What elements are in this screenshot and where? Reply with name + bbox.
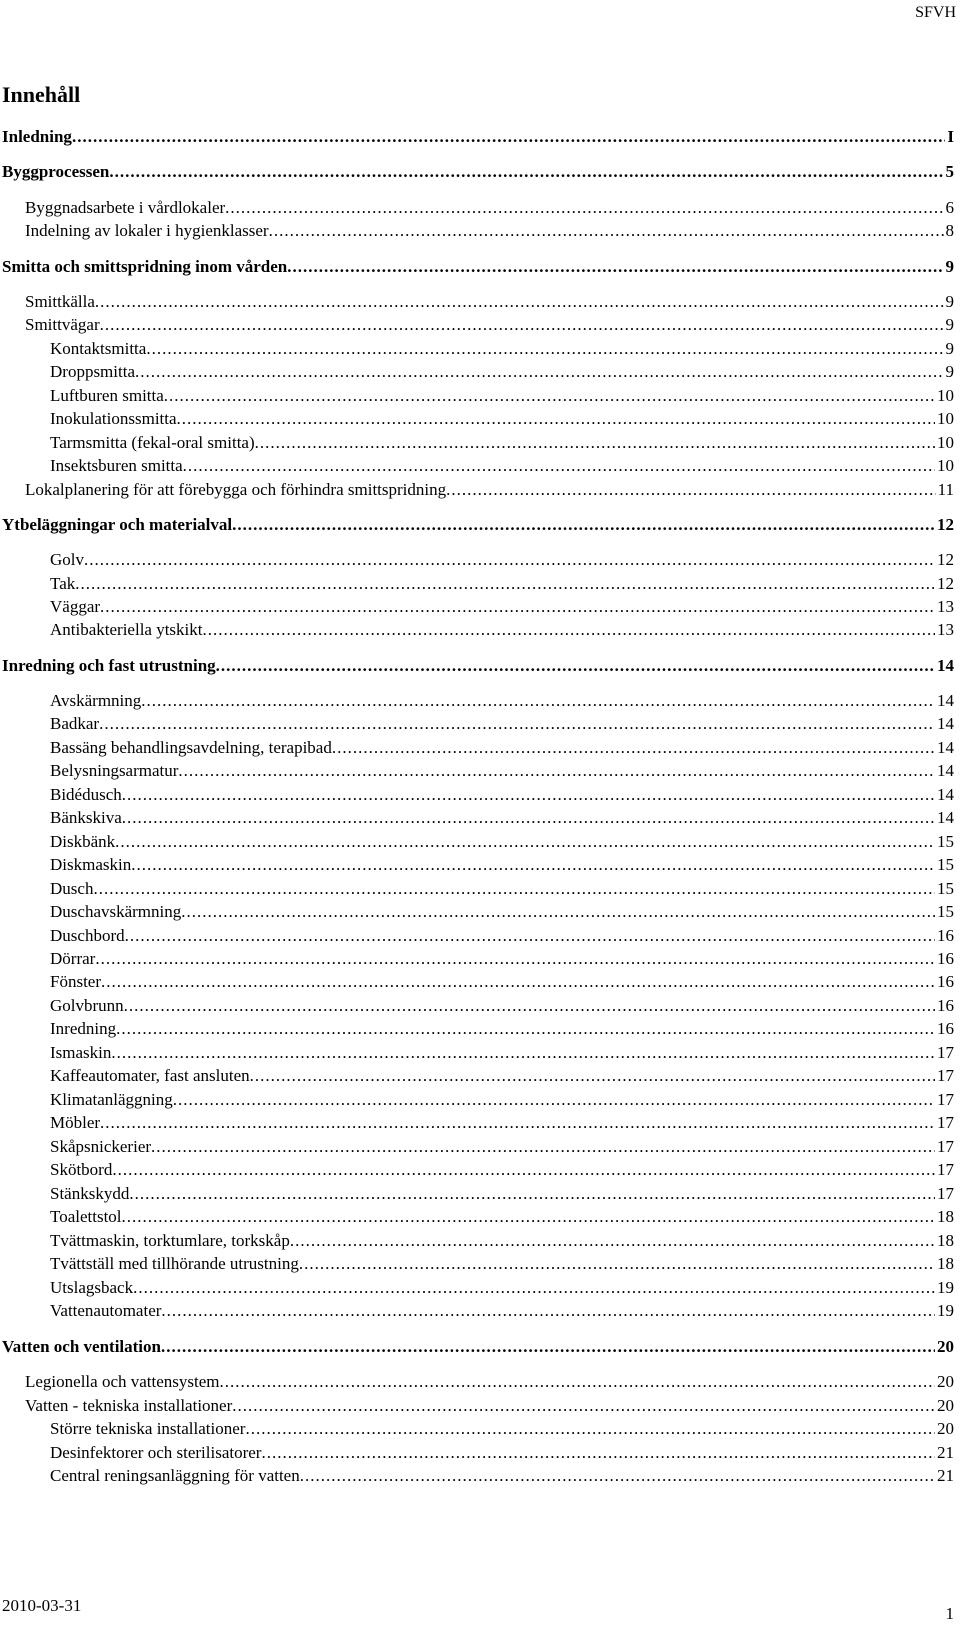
- dot-leader: [177, 409, 935, 429]
- toc-entry-page: 12: [937, 550, 954, 569]
- toc-entry-page: 14: [937, 691, 954, 710]
- toc-entry[interactable]: [25, 1396, 954, 1416]
- toc-entry-title: Byggprocessen: [2, 162, 110, 181]
- dot-leader: [232, 1396, 935, 1416]
- toc-entry-page: 14: [937, 656, 954, 675]
- toc-entry-page: 10: [937, 386, 954, 405]
- dot-leader: [178, 761, 935, 781]
- toc-entry[interactable]: [50, 1137, 954, 1157]
- toc-entry[interactable]: [50, 761, 954, 781]
- toc-entry-page: 17: [937, 1137, 954, 1156]
- toc-entry-page: 9: [945, 315, 954, 334]
- toc-entry-page: 10: [937, 409, 954, 428]
- footer-page-number: 1: [945, 1604, 954, 1623]
- dot-leader: [95, 949, 935, 969]
- toc-entry-title: Tak: [50, 574, 76, 593]
- toc-entry-page: 20: [937, 1372, 954, 1391]
- toc-entry-page: 19: [937, 1278, 954, 1297]
- dot-leader: [100, 597, 935, 617]
- toc-entry-page: 15: [937, 832, 954, 851]
- toc-entry-title: Skåpsnickerier: [50, 1137, 152, 1156]
- toc-entry-page: 17: [937, 1184, 954, 1203]
- toc-entry-title: Tvättmaskin, torktumlare, torkskåp: [50, 1231, 290, 1250]
- toc-entry[interactable]: [50, 855, 954, 875]
- toc-entry-title: Lokalplanering för att förebygga och förhindra smittspridning: [25, 480, 447, 499]
- dot-leader: [133, 1278, 935, 1298]
- toc-entry-page: 9: [945, 339, 954, 358]
- toc-entry-title: Avskärmning: [50, 691, 142, 710]
- toc-entry-page: 15: [937, 855, 954, 874]
- toc-entry-page: 17: [937, 1066, 954, 1085]
- toc-entry[interactable]: [50, 1443, 954, 1463]
- dot-leader: [122, 808, 935, 828]
- toc-entry-title: Smittvägar: [25, 315, 100, 334]
- toc-entry-title: Dusch: [50, 879, 94, 898]
- dot-leader: [216, 656, 935, 676]
- toc-entry-page: 13: [937, 620, 954, 639]
- dot-leader: [245, 1419, 935, 1439]
- toc-entry-title: Bänkskiva: [50, 808, 122, 827]
- toc-entry-page: 14: [937, 785, 954, 804]
- toc-entry-title: Inokulationssmitta: [50, 409, 177, 428]
- toc-entry-page: 15: [937, 879, 954, 898]
- toc-entry-title: Insektsburen smitta: [50, 456, 183, 475]
- toc-entry[interactable]: [50, 832, 954, 852]
- toc-entry[interactable]: [50, 808, 954, 828]
- dot-leader: [151, 1137, 935, 1157]
- toc-entry[interactable]: [50, 362, 954, 382]
- toc-entry-title: Droppsmitta: [50, 362, 135, 381]
- dot-leader: [101, 972, 935, 992]
- toc-entry-title: Golv: [50, 550, 84, 569]
- toc-entry[interactable]: [50, 1066, 954, 1086]
- dot-leader: [220, 1372, 936, 1392]
- toc-entry-page: 11: [937, 480, 954, 499]
- dot-leader: [250, 1066, 935, 1086]
- dot-leader: [181, 902, 935, 922]
- toc-entry-title: Dörrar: [50, 949, 96, 968]
- toc-entry-page: 15: [937, 902, 954, 921]
- toc-entry-page: 9: [945, 257, 954, 276]
- toc-entry[interactable]: [50, 1090, 954, 1110]
- dot-leader: [129, 1184, 935, 1204]
- toc-entry-page: 10: [937, 456, 954, 475]
- toc-entry-page: 8: [945, 221, 954, 240]
- toc-entry-title: Golvbrunn: [50, 996, 124, 1015]
- dot-leader: [100, 1113, 935, 1133]
- toc-entry[interactable]: [50, 550, 954, 570]
- toc-entry-title: Vatten och ventilation: [2, 1337, 161, 1356]
- toc-entry-page: 20: [937, 1337, 954, 1356]
- toc-entry[interactable]: [50, 409, 954, 429]
- toc-entry-page: 13: [937, 597, 954, 616]
- toc-entry[interactable]: [50, 949, 954, 969]
- toc-entry-title: Bidédusch: [50, 785, 122, 804]
- toc-entry-page: 6: [945, 198, 954, 217]
- toc-entry-page: 18: [937, 1231, 954, 1250]
- dot-leader: [332, 738, 935, 758]
- dot-leader: [124, 996, 935, 1016]
- toc-entry-title: Klimatanläggning: [50, 1090, 173, 1109]
- toc-entry-page: 20: [937, 1396, 954, 1415]
- toc-entry[interactable]: [50, 386, 954, 406]
- dot-leader: [116, 1019, 935, 1039]
- toc-entry[interactable]: [50, 1184, 954, 1204]
- toc-entry[interactable]: [50, 339, 954, 359]
- toc-entry[interactable]: [50, 1301, 954, 1321]
- toc-entry-title: Smittkälla: [25, 292, 95, 311]
- toc-entry-title: Indelning av lokaler i hygienklasser: [25, 221, 269, 240]
- toc-entry[interactable]: [50, 1466, 954, 1486]
- dot-leader: [290, 1231, 935, 1251]
- dot-leader: [100, 315, 944, 335]
- dot-leader: [446, 480, 936, 500]
- toc-entry[interactable]: [50, 1419, 954, 1439]
- toc-entry-page: 17: [937, 1113, 954, 1132]
- toc-entry-title: Kontaktsmitta: [50, 339, 147, 358]
- toc-entry[interactable]: [50, 926, 954, 946]
- toc-entry[interactable]: [50, 1254, 954, 1274]
- toc-entry-page: 9: [945, 362, 954, 381]
- dot-leader: [164, 386, 935, 406]
- toc-entry-title: Badkar: [50, 714, 100, 733]
- dot-leader: [287, 257, 943, 277]
- toc-entry[interactable]: [50, 714, 954, 734]
- toc-entry-page: 17: [937, 1043, 954, 1062]
- toc-entry-title: Diskmaskin: [50, 855, 132, 874]
- toc-entry-title: Luftburen smitta: [50, 386, 164, 405]
- toc-entry[interactable]: [50, 902, 954, 922]
- dot-leader: [125, 926, 935, 946]
- dot-leader: [183, 456, 935, 476]
- toc-entry[interactable]: [50, 1160, 954, 1180]
- toc-entry[interactable]: [50, 738, 954, 758]
- toc-entry-title: Utslagsback: [50, 1278, 134, 1297]
- dot-leader: [141, 691, 935, 711]
- toc-entry[interactable]: [50, 691, 954, 711]
- toc-entry[interactable]: [50, 1278, 954, 1298]
- toc-entry[interactable]: [50, 433, 954, 453]
- dot-leader: [112, 1160, 935, 1180]
- toc-entry[interactable]: [50, 1019, 954, 1039]
- toc-entry-title: Stänkskydd: [50, 1184, 130, 1203]
- toc-entry-page: 14: [937, 738, 954, 757]
- toc-entry-title: Belysningsarmatur: [50, 761, 179, 780]
- dot-leader: [93, 879, 935, 899]
- toc-entry-title: Antibakteriella ytskikt: [50, 620, 203, 639]
- toc-entry-page: 21: [937, 1443, 954, 1462]
- toc-heading: Innehåll: [2, 82, 81, 107]
- toc-entry[interactable]: [2, 515, 954, 535]
- toc-entry[interactable]: [2, 656, 954, 676]
- toc-entry[interactable]: [50, 996, 954, 1016]
- toc-entry[interactable]: [50, 1231, 954, 1251]
- toc-entry-page: 16: [937, 949, 954, 968]
- toc-entry-title: Större tekniska installationer: [50, 1419, 246, 1438]
- toc-entry-title: Väggar: [50, 597, 101, 616]
- toc-entry-title: Möbler: [50, 1113, 101, 1132]
- toc-entry-title: Ytbeläggningar och materialval: [2, 515, 233, 534]
- toc-entry-page: 18: [937, 1254, 954, 1273]
- toc-entry-title: Ismaskin: [50, 1043, 112, 1062]
- toc-entry[interactable]: [50, 597, 954, 617]
- toc-entry-title: Byggnadsarbete i vårdlokaler: [25, 198, 226, 217]
- toc-entry-title: Bassäng behandlingsavdelning, terapibad: [50, 738, 332, 757]
- dot-leader: [75, 574, 935, 594]
- toc-entry-title: Vatten - tekniska installationer: [25, 1396, 233, 1415]
- toc-entry-page: 16: [937, 996, 954, 1015]
- dot-leader: [72, 127, 945, 147]
- toc-entry-title: Tvättställ med tillhörande utrustning: [50, 1254, 299, 1273]
- toc-entry-title: Skötbord: [50, 1160, 113, 1179]
- toc-entry[interactable]: [50, 879, 954, 899]
- toc-entry[interactable]: [2, 127, 954, 147]
- toc-entry-title: Inredning: [50, 1019, 117, 1038]
- dot-leader: [269, 221, 944, 241]
- dot-leader: [131, 855, 935, 875]
- toc-entry-title: Central reningsanläggning för vatten: [50, 1466, 300, 1485]
- toc-entry-title: Fönster: [50, 972, 101, 991]
- dot-leader: [232, 515, 935, 535]
- toc-entry-title: Legionella och vattensystem: [25, 1372, 220, 1391]
- toc-entry[interactable]: [50, 972, 954, 992]
- dot-leader: [261, 1443, 935, 1463]
- toc-entry-title: Duschavskärmning: [50, 902, 182, 921]
- dot-leader: [115, 832, 935, 852]
- toc-entry-title: Kaffeautomater, fast ansluten: [50, 1066, 250, 1085]
- dot-leader: [122, 1207, 935, 1227]
- toc-entry-page: 17: [937, 1160, 954, 1179]
- toc-entry-title: Diskbänk: [50, 832, 116, 851]
- toc-entry-page: I: [947, 127, 954, 146]
- dot-leader: [203, 620, 936, 640]
- toc-entry-title: Desinfektorer och sterilisatorer: [50, 1443, 262, 1462]
- toc-entry-page: 14: [937, 714, 954, 733]
- toc-entry[interactable]: [2, 1337, 954, 1357]
- toc-entry-page: 18: [937, 1207, 954, 1226]
- toc-entry-page: 9: [945, 292, 954, 311]
- toc-entry[interactable]: [25, 1372, 954, 1392]
- toc-entry-title: Toalettstol: [50, 1207, 122, 1226]
- dot-leader: [146, 339, 943, 359]
- dot-leader: [84, 550, 935, 570]
- dot-leader: [122, 785, 935, 805]
- toc-entry[interactable]: [50, 1113, 954, 1133]
- toc-entry-page: 14: [937, 761, 954, 780]
- dot-leader: [161, 1337, 935, 1357]
- dot-leader: [300, 1466, 935, 1486]
- dot-leader: [299, 1254, 935, 1274]
- toc-entry[interactable]: [50, 620, 954, 640]
- dot-leader: [173, 1090, 935, 1110]
- dot-leader: [255, 433, 935, 453]
- toc-entry-page: 16: [937, 926, 954, 945]
- toc-entry[interactable]: [50, 574, 954, 594]
- toc-entry-title: Duschbord: [50, 926, 125, 945]
- toc-entry[interactable]: [25, 292, 954, 312]
- toc-entry[interactable]: [25, 315, 954, 335]
- dot-leader: [95, 292, 944, 312]
- toc-entry[interactable]: [25, 198, 954, 218]
- toc-entry[interactable]: [50, 1207, 954, 1227]
- toc-entry-page: 10: [937, 433, 954, 452]
- dot-leader: [111, 1043, 935, 1063]
- toc-entry[interactable]: [25, 221, 954, 241]
- dot-leader: [109, 162, 943, 182]
- toc-entry-page: 16: [937, 972, 954, 991]
- toc-entry-page: 21: [937, 1466, 954, 1485]
- running-header: SFVH: [915, 4, 956, 21]
- toc-entry[interactable]: [25, 480, 954, 500]
- toc-entry[interactable]: [50, 785, 954, 805]
- toc-entry-title: Smitta och smittspridning inom vården: [2, 257, 288, 276]
- toc-entry-page: 20: [937, 1419, 954, 1438]
- toc-entry-page: 19: [937, 1301, 954, 1320]
- toc-entry[interactable]: [2, 162, 954, 182]
- footer-date: 2010-03-31: [2, 1596, 82, 1615]
- dot-leader: [99, 714, 935, 734]
- toc-entry-page: 12: [937, 515, 954, 534]
- dot-leader: [135, 362, 944, 382]
- toc-entry[interactable]: [2, 257, 954, 277]
- toc-entry-title: Tarmsmitta (fekal-oral smitta): [50, 433, 255, 452]
- toc-entry[interactable]: [50, 1043, 954, 1063]
- toc-entry-page: 14: [937, 808, 954, 827]
- toc-entry-title: Inredning och fast utrustning: [2, 656, 216, 675]
- dot-leader: [161, 1301, 935, 1321]
- toc-entry[interactable]: [50, 456, 954, 476]
- toc-entry-page: 5: [945, 162, 954, 181]
- toc-entry-page: 17: [937, 1090, 954, 1109]
- dot-leader: [225, 198, 943, 218]
- toc-entry-title: Inledning: [2, 127, 72, 146]
- toc-entry-title: Vattenautomater: [50, 1301, 162, 1320]
- toc-entry-page: 12: [937, 574, 954, 593]
- toc-entry-page: 16: [937, 1019, 954, 1038]
